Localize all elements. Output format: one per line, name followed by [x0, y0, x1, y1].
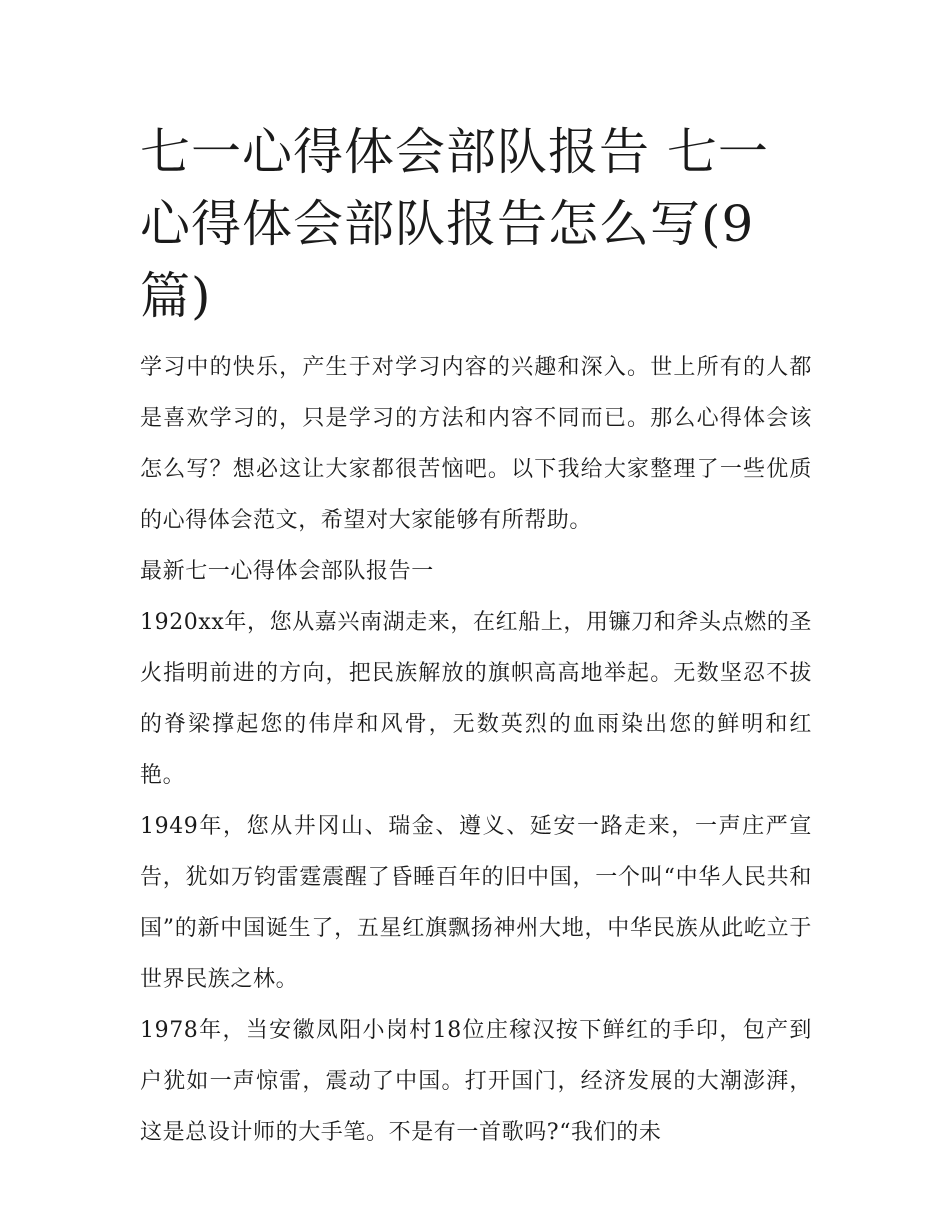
document-title: 七一心得体会部队报告 七一心得体会部队报告怎么写(9篇): [140, 123, 769, 325]
section-heading: 最新七一心得体会部队报告一: [140, 559, 434, 584]
intro-paragraph: 学习中的快乐，产生于对学习内容的兴趣和深入。世上所有的人都是喜欢学习的，只是学习的方法和内容不同而已。那么心得体会该怎么写？想必这让大家都很苦恼吧。以下我给大家整理了一些优质的心得体会范文，希望对大家能够有所帮助。: [140, 355, 812, 533]
paragraph-1978: 1978年，当安徽凤阳小岗村18位庄稼汉按下鲜红的手印，包产到户犹如一声惊雷，震动了中国。打开国门，经济发展的大潮澎湃，这是总设计师的大手笔。不是有一首歌吗?“我们的未: [140, 1018, 812, 1145]
paragraph-1949: 1949年，您从井冈山、瑞金、遵义、延安一路走来，一声庄严宣告，犹如万钧雷霆震醒了昏睡百年的旧中国，一个叫“中华人民共和国”的新中国诞生了，五星红旗飘扬神州大地，中华民族从此屹立于世界民族之林。: [140, 814, 812, 992]
paragraph-1920: 1920xx年，您从嘉兴南湖走来，在红船上，用镰刀和斧头点燃的圣火指明前进的方向，把民族解放的旗帜高高地举起。无数坚忍不拔的脊梁撑起您的伟岸和风骨，无数英烈的血雨染出您的鲜明和红艳。: [140, 610, 813, 788]
document-body: [140, 342, 812, 1158]
document-content: [140, 116, 812, 1158]
